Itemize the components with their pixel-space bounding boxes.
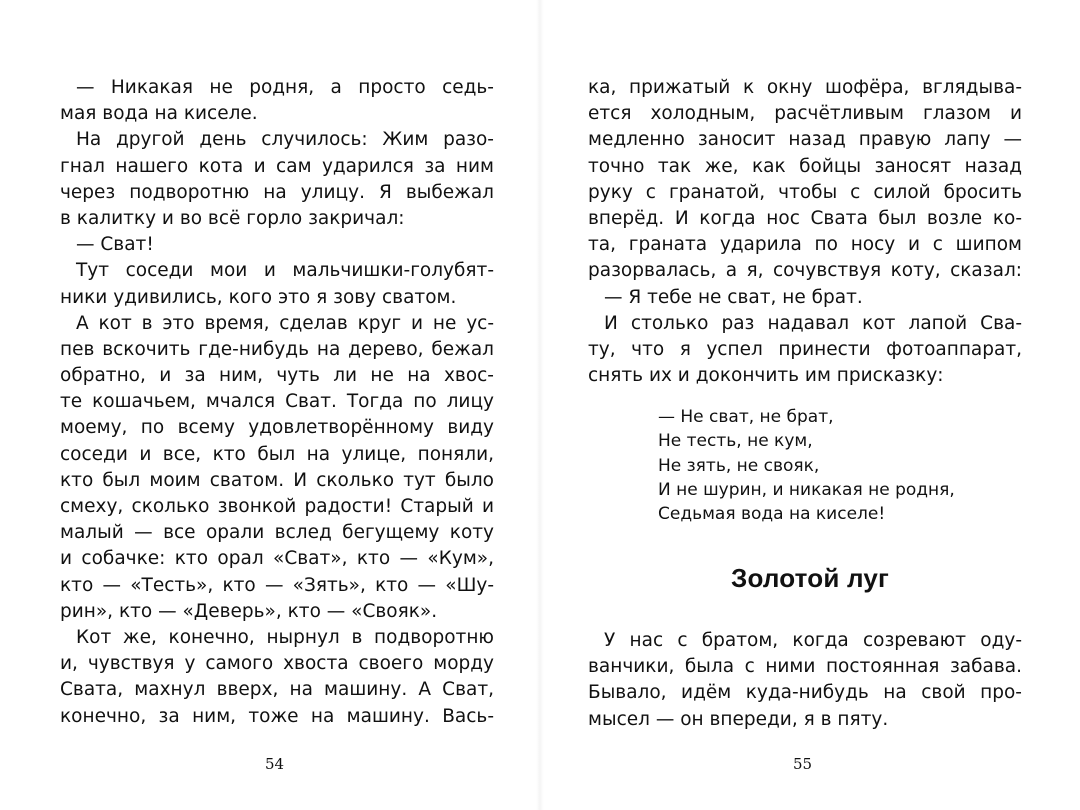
- text-line: Тут соседи мои и мальчишки-голубят-: [76, 260, 494, 282]
- text-line: пев вскочить где-нибудь на дерево, бежал: [60, 338, 494, 360]
- text-line: медленно заносит назад правую лапу —: [588, 129, 1022, 151]
- verse-line: — Не сват, не брат,: [658, 407, 834, 427]
- verse-line: И не шурин, и никакая не родня,: [658, 479, 955, 500]
- verse-line: Седьмая вода на киселе!: [658, 504, 886, 525]
- text-line: ется холодным, расчётливым глазом и: [588, 103, 1022, 125]
- text-line: — Я тебе не сват, не брат.: [604, 286, 863, 308]
- page-number: 55: [793, 755, 813, 773]
- book-spine-fold: [536, 0, 544, 810]
- chapter-text: [588, 628, 1022, 733]
- text-line: На другой день случилось: Жим разо-: [76, 129, 494, 151]
- text-line: ванчики, была с ними постоянная забава.: [588, 656, 1022, 678]
- text-line: кто — «Тесть», кто — «Зять», кто — «Шу-: [60, 574, 494, 596]
- verse-line: Не тесть, не кум,: [658, 431, 813, 452]
- text-line: соседи и все, кто был на улице, поняли,: [60, 443, 494, 465]
- text-line: конечно, за ним, тоже на машину. Вась-: [60, 705, 494, 727]
- text-line: малый — все орали вслед бегущему коту: [60, 522, 494, 544]
- text-line: руку с гранатой, чтобы с силой бросить: [588, 181, 1022, 203]
- page-number: 54: [265, 755, 285, 773]
- right-page-text: [588, 75, 1022, 389]
- text-line: та, граната ударила по носу и с шипом: [588, 234, 1022, 256]
- text-line: рин», кто — «Деверь», кто — «Свояк».: [60, 600, 438, 622]
- text-line: Бывало, идём куда-нибудь на свой про-: [588, 682, 1022, 704]
- text-line: и собачке: кто орал «Сват», кто — «Кум»,: [60, 548, 494, 570]
- left-page-text: [60, 75, 494, 730]
- text-line: ту, что я успел принести фотоаппарат,: [588, 338, 1022, 360]
- text-line: снять их и докончить им присказку:: [588, 365, 944, 387]
- text-line: — Сват!: [76, 234, 154, 256]
- verse-line: Не зять, не свояк,: [658, 455, 820, 476]
- chapter-title: Золотой луг: [730, 563, 890, 593]
- text-line: Кот же, конечно, нырнул в подворотню: [76, 626, 494, 648]
- text-line: И столько раз надавал кот лапой Сва-: [604, 312, 1022, 334]
- text-line: через подворотню на улицу. Я выбежал: [60, 181, 494, 203]
- text-line: мая вода на киселе.: [60, 103, 258, 125]
- right-page: [540, 0, 1080, 810]
- text-line: А кот в это время, сделав круг и не ус-: [76, 312, 494, 334]
- text-line: — Никакая не родня, а просто седь-: [76, 77, 494, 98]
- text-line: обратно, и за ним, чуть ли не на хвос-: [60, 365, 494, 387]
- text-line: мысел — он впереди, я в пяту.: [588, 708, 889, 730]
- text-line: Свата, махнул вверх, на машину. А Сват,: [60, 679, 494, 701]
- text-line: ники удивились, кого это я зову сватом.: [60, 286, 457, 308]
- text-line: ка, прижатый к окну шофёра, вглядыва-: [588, 77, 1022, 98]
- text-line: моему, по всему удовлетворённому виду: [60, 417, 494, 439]
- text-line: вперёд. И когда нос Свата был возле ко-: [588, 207, 1022, 229]
- text-line: точно так же, как бойцы заносят назад: [588, 155, 1022, 177]
- text-line: и, чувствуя у самого хвоста своего морду: [60, 653, 494, 675]
- text-line: в калитку и во всё горло закричал:: [60, 207, 405, 229]
- text-line: гнал нашего кота и сам ударился за ним: [60, 155, 494, 177]
- text-line: У нас с братом, когда созревают оду-: [604, 630, 1022, 651]
- text-line: кто был моим сватом. И сколько тут было: [60, 469, 494, 491]
- verse-block: [658, 405, 955, 526]
- text-line: разорвалась, а я, сочувствуя коту, сказал:: [588, 260, 1022, 282]
- text-line: те кошачьем, мчался Сват. Тогда по лицу: [60, 391, 494, 413]
- text-line: смеху, сколько звонкой радости! Старый и: [60, 496, 494, 517]
